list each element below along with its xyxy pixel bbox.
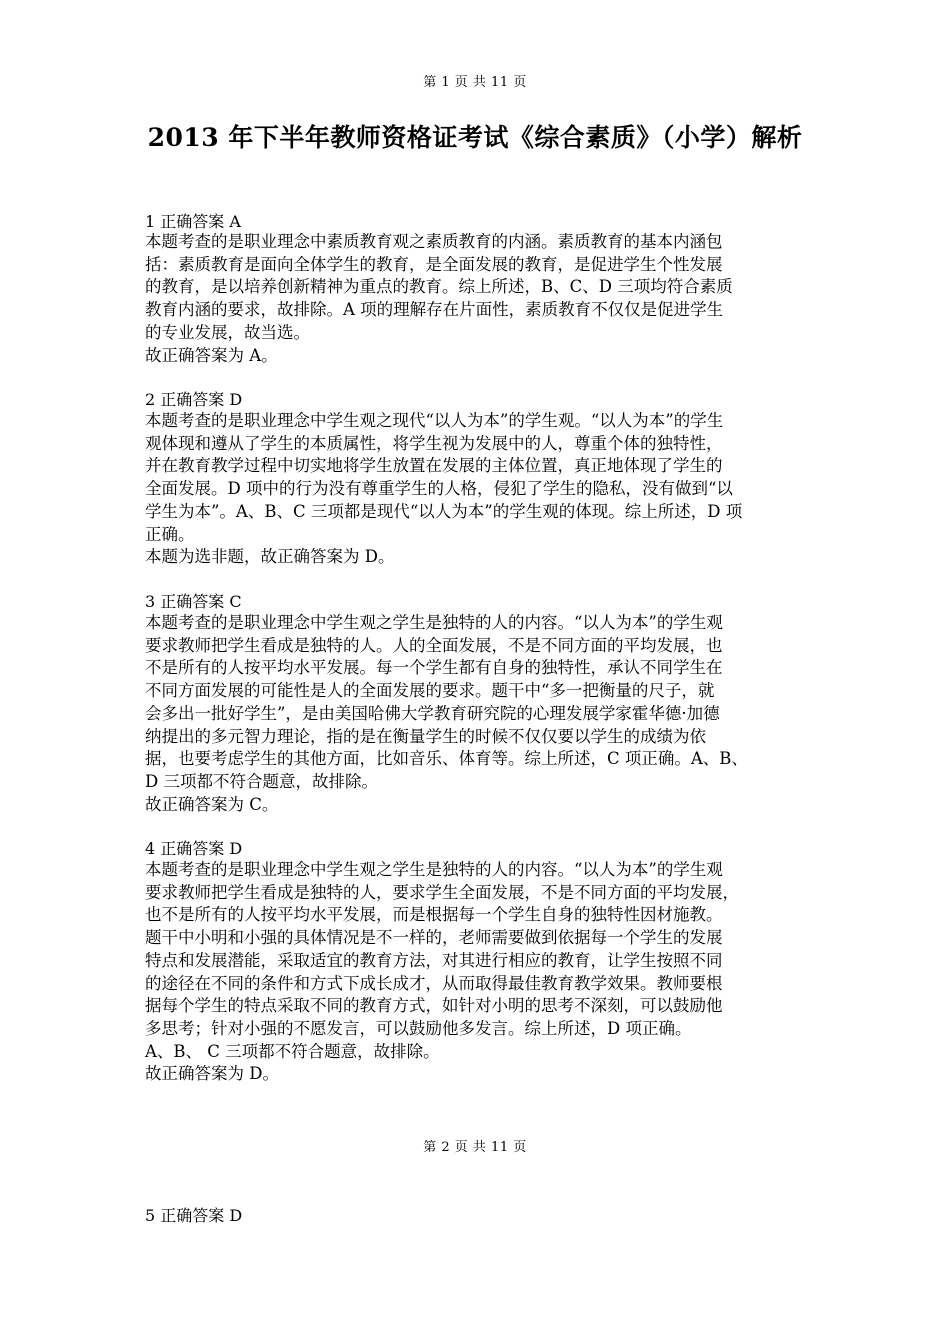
text-line: 本题考查的是职业理念中学生观之学生是独特的人的内容。“以人为本”的学生观 [145, 860, 723, 879]
text-line: 本题考查的是职业理念中学生观之现代“以人为本”的学生观。“以人为本”的学生 [145, 411, 724, 430]
text-line: 故正确答案为 A。 [145, 345, 278, 365]
answer-heading: 2 正确答案 D [145, 390, 243, 409]
text-line: 观体现和遵从了学生的本质属性，将学生视为发展中的人，尊重个体的独特性， [145, 433, 723, 453]
answer-heading: 1 正确答案 A [145, 212, 241, 231]
text-line: 本题考查的是职业理念中学生观之学生是独特的人的内容。“以人为本”的学生观 [145, 613, 723, 632]
answer-heading: 3 正确答案 C [145, 592, 242, 611]
text-line: 本题为选非题，故正确答案为 D。 [145, 547, 395, 567]
text-line: 也不是所有的人按平均水平发展，而是根据每一个学生自身的独特性因材施教。 [145, 905, 723, 925]
text-line: 的教育，是以培养创新精神为重点的教育。综上所述，B、C、D 三项均符合素质 [145, 277, 733, 297]
page-header: 第 1 页 共 11 页 [423, 75, 527, 90]
text-line: 正确。 [145, 524, 195, 544]
text-line: 的专业发展，故当选。 [145, 322, 310, 342]
answer-explanation [145, 859, 810, 1086]
text-line: 据，也要考虑学生的其他方面，比如音乐、体育等。综上所述，C 项正确。A、B、 [145, 749, 748, 769]
text-line: 纳提出的多元智力理论，指的是在衡量学生的时候不仅仅要以学生的成绩为依 [145, 726, 706, 746]
text-line: 不是所有的人按平均水平发展。每一个学生都有自身的独特性，承认不同学生在 [145, 658, 723, 678]
answer-heading: 5 正确答案 D [145, 1206, 243, 1225]
text-line: A、B、 C 三项都不符合题意，故排除。 [145, 1041, 440, 1061]
answer-explanation [145, 231, 810, 367]
text-line: 故正确答案为 C。 [145, 794, 279, 814]
text-line: 本题考查的是职业理念中素质教育观之素质教育的内涵。素质教育的基本内涵包 [145, 232, 723, 251]
text-line: 据每个学生的特点采取不同的教育方式，如针对小明的思考不深刻，可以鼓励他 [145, 996, 723, 1016]
text-line: 多思考；针对小强的不愿发言，可以鼓励他多发言。综上所述，D 项正确。 [145, 1018, 692, 1038]
text-line: 特点和发展潜能，采取适宜的教育方法，对其进行相应的教育，让学生按照不同 [145, 950, 723, 970]
text-line: 教育内涵的要求，故排除。A 项的理解存在片面性，素质教育不仅仅是促进学生 [145, 300, 724, 320]
document-title: 2013 年下半年教师资格证考试《综合素质》（小学）解析 [147, 123, 803, 152]
text-line: 要求教师把学生看成是独特的人，要求学生全面发展，不是不同方面的平均发展， [145, 882, 739, 902]
page-header: 第 2 页 共 11 页 [423, 1140, 527, 1155]
text-line: 全面发展。D 项中的行为没有尊重学生的人格，侵犯了学生的隐私，没有做到“以 [145, 479, 733, 499]
text-line: D 三项都不符合题意，故排除。 [145, 771, 378, 791]
text-line: 故正确答案为 D。 [145, 1064, 279, 1084]
text-line: 并在教育教学过程中切实地将学生放置在发展的主体位置，真正地体现了学生的 [145, 456, 723, 476]
text-line: 会多出一批好学生”，是由美国哈佛大学教育研究院的心理发展学家霍华德·加德 [145, 703, 720, 723]
answer-explanation [145, 612, 810, 816]
answer-explanation [145, 410, 810, 569]
text-line: 括：素质教育是面向全体学生的教育，是全面发展的教育，是促进学生个性发展 [145, 254, 723, 274]
text-line: 要求教师把学生看成是独特的人。人的全面发展，不是不同方面的平均发展，也 [145, 635, 723, 655]
text-line: 题干中小明和小强的具体情况是不一样的，老师需要做到依据每一个学生的发展 [145, 928, 723, 948]
text-line: 学生为本”。A、B、C 三项都是现代“以人为本”的学生观的体现。综上所述，D 项 [145, 501, 743, 521]
answer-heading: 4 正确答案 D [145, 839, 243, 858]
text-line: 的途径在不同的条件和方式下成长成才，从而取得最佳教育教学效果。教师要根 [145, 973, 723, 993]
text-line: 不同方面发展的可能性是人的全面发展的要求。题干中“多一把衡量的尺子，就 [145, 681, 715, 701]
